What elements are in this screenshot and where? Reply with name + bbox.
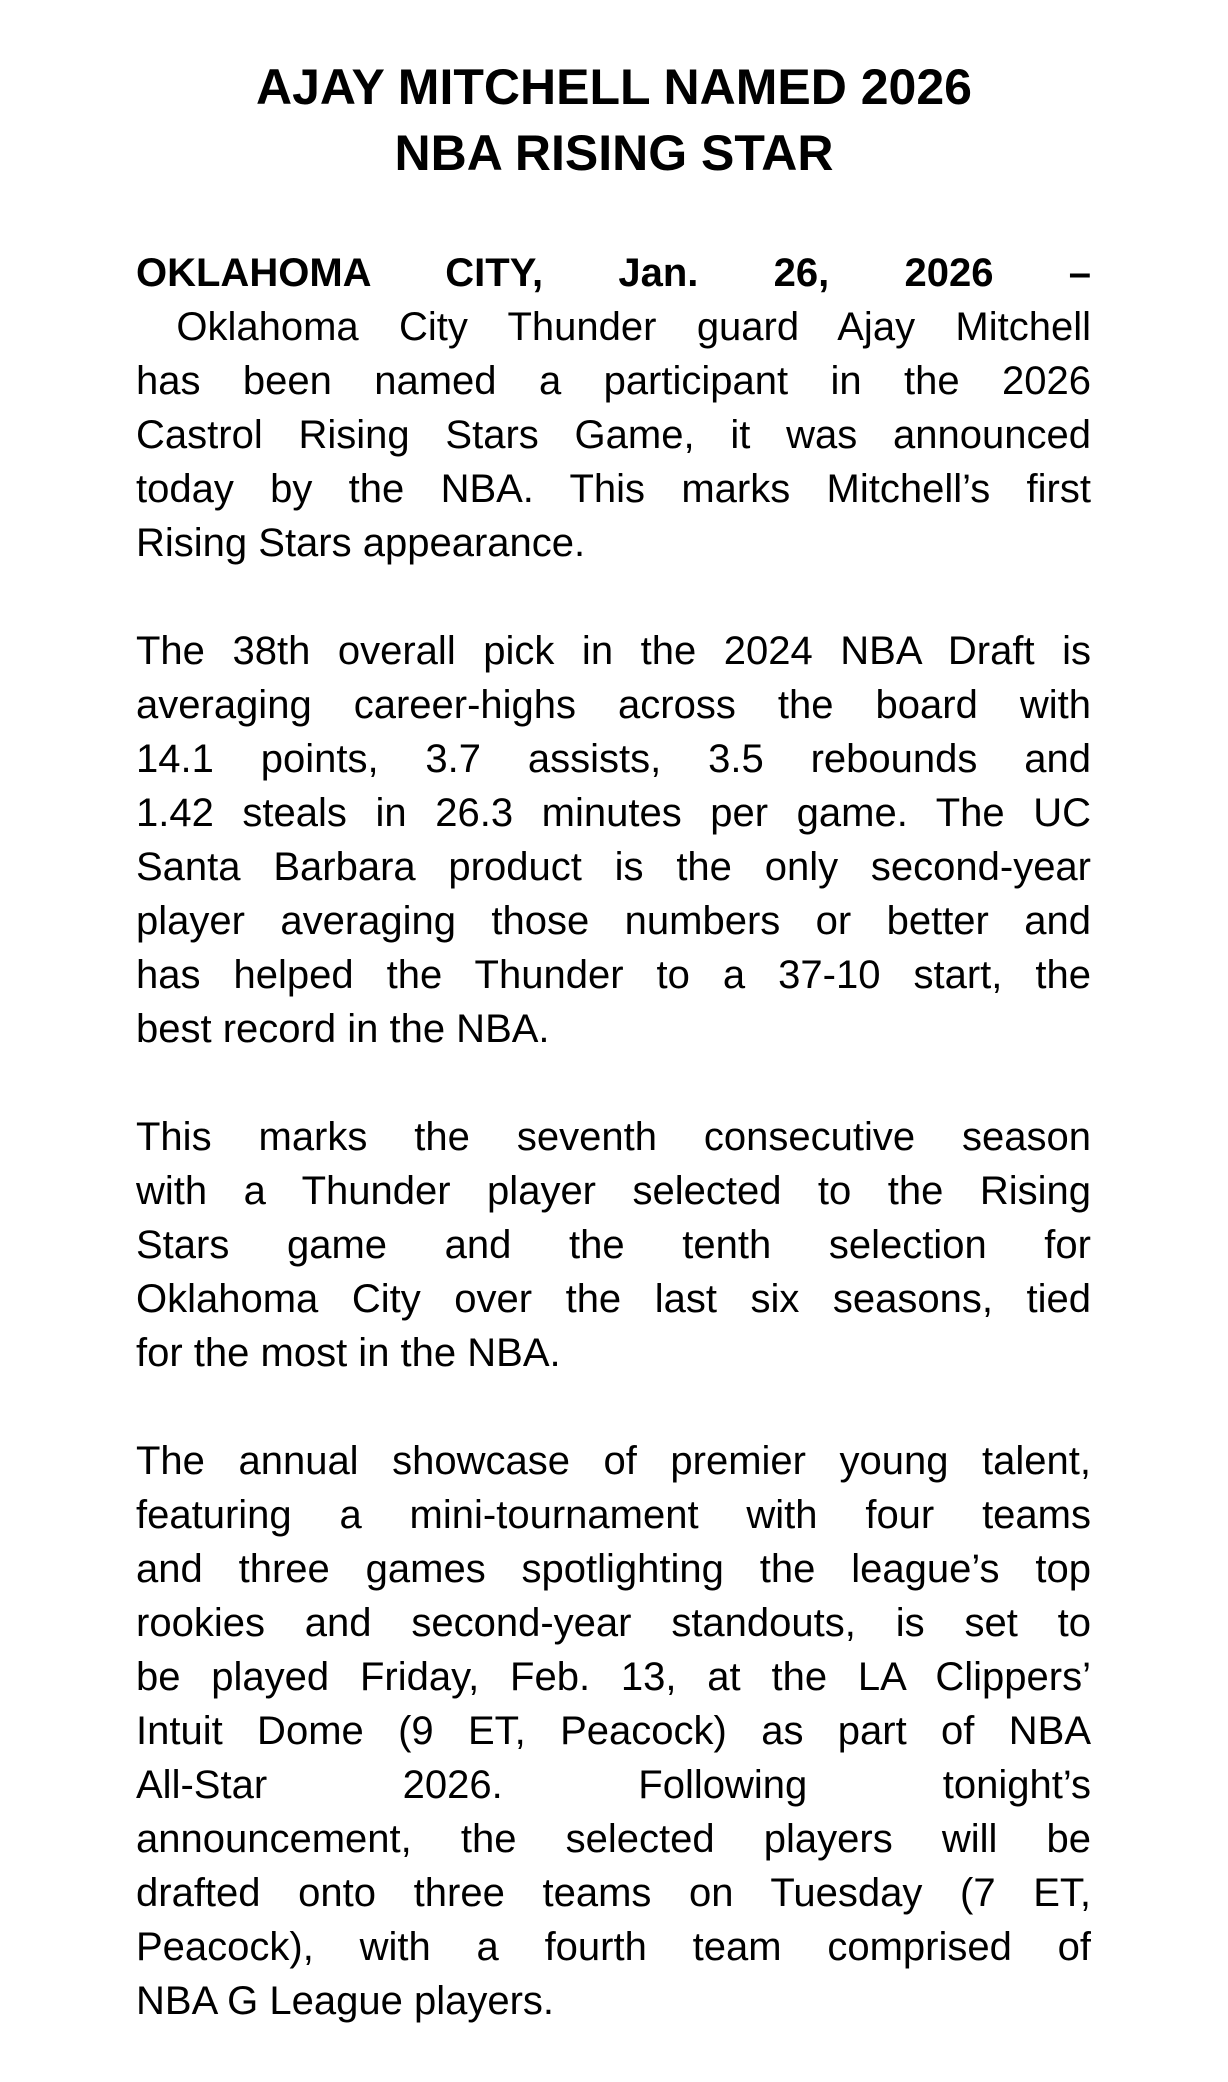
text-line: has helped the Thunder to a 37-10 start, the (136, 953, 1091, 997)
text-line: All-Star 2026. Following tonight’s (136, 1763, 1091, 1807)
text-line: Oklahoma City Thunder guard Ajay Mitchell (136, 305, 1091, 349)
paragraph (136, 1434, 1091, 2028)
text-line: Rising Stars appearance. (136, 521, 586, 565)
text-line: NBA G League players. (136, 1979, 555, 2023)
text-line: featuring a mini-tournament with four teams (136, 1493, 1091, 1537)
text-line: The 38th overall pick in the 2024 NBA Draft is (136, 629, 1091, 673)
text-line: Stars game and the tenth selection for (136, 1223, 1091, 1267)
text-line: best record in the NBA. (136, 1007, 550, 1051)
text-line: averaging career-highs across the board with (136, 683, 1091, 727)
text-line: Santa Barbara product is the only second-year (136, 845, 1091, 889)
text-line: Oklahoma City over the last six seasons, tied (136, 1277, 1091, 1321)
text-line: for the most in the NBA. (136, 1331, 561, 1375)
text-line: 14.1 points, 3.7 assists, 3.5 rebounds and (136, 737, 1091, 781)
text-line: player averaging those numbers or better and (136, 899, 1091, 943)
article-body (136, 246, 1091, 2082)
text-line: with a Thunder player selected to the Rising (136, 1169, 1091, 1213)
text-line: Intuit Dome (9 ET, Peacock) as part of NBA (136, 1709, 1091, 1753)
text-line: Castrol Rising Stars Game, it was announced (136, 413, 1091, 457)
headline (0, 54, 1228, 186)
text-line: today by the NBA. This marks Mitchell’s first (136, 467, 1091, 511)
text-line: This marks the seventh consecutive season (136, 1115, 1091, 1159)
headline-line: NBA RISING STAR (394, 125, 834, 181)
text-line: be played Friday, Feb. 13, at the LA Clippers’ (136, 1655, 1091, 1699)
dateline: OKLAHOMA CITY, Jan. 26, 2026 – (136, 251, 1091, 295)
text-line: The annual showcase of premier young talent, (136, 1439, 1091, 1483)
text-line: has been named a participant in the 2026 (136, 359, 1091, 403)
headline-line: AJAY MITCHELL NAMED 2026 (256, 59, 972, 115)
paragraph (136, 1110, 1091, 1380)
paragraph (136, 624, 1091, 1056)
text-line: Peacock), with a fourth team comprised of (136, 1925, 1091, 1969)
text-line: rookies and second-year standouts, is set to (136, 1601, 1091, 1645)
text-line: announcement, the selected players will be (136, 1817, 1091, 1861)
text-line: 1.42 steals in 26.3 minutes per game. The UC (136, 791, 1091, 835)
text-line: drafted onto three teams on Tuesday (7 ET, (136, 1871, 1091, 1915)
text-line: and three games spotlighting the league’s top (136, 1547, 1091, 1591)
paragraph (136, 246, 1091, 570)
